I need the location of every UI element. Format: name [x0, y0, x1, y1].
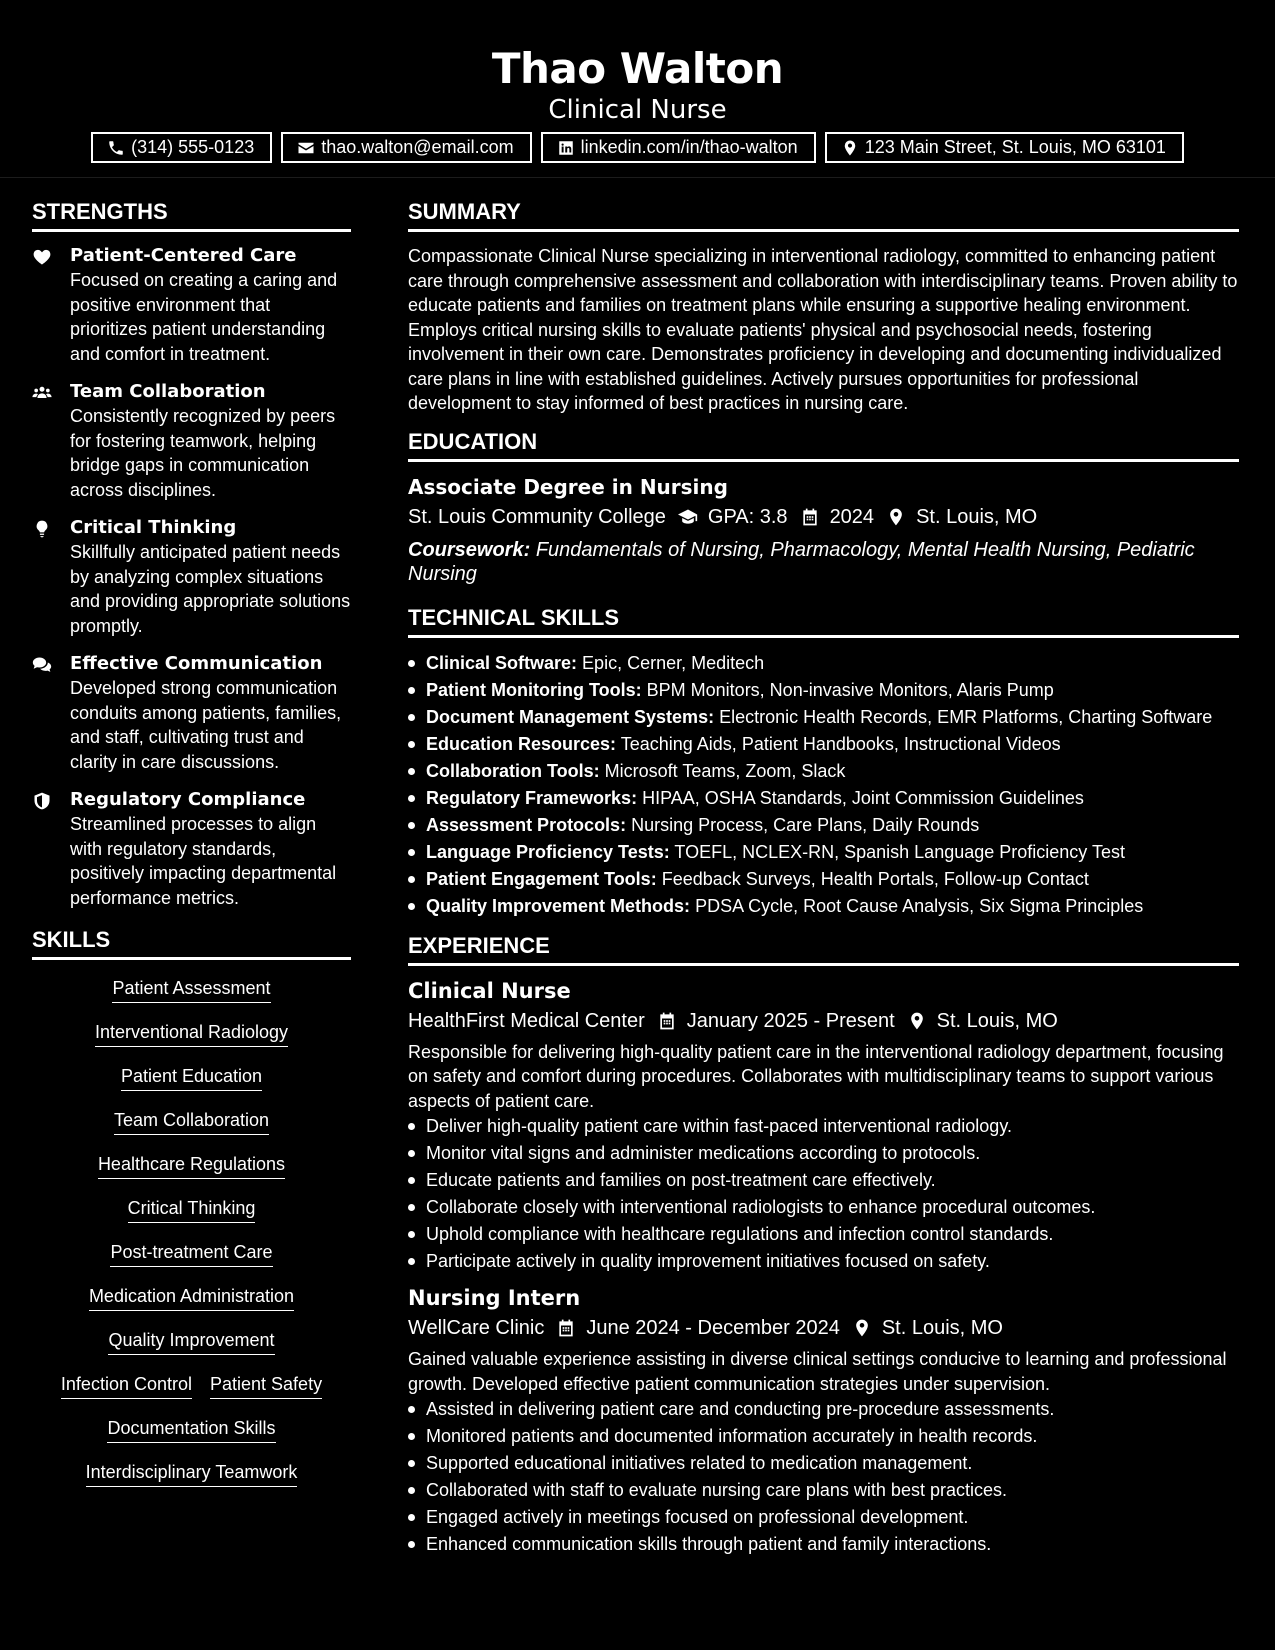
calendar-icon	[657, 1011, 677, 1031]
list-item: Collaborated with staff to evaluate nursing care plans with best practices.	[408, 1477, 1239, 1504]
strength-desc: Skillfully anticipated patient needs by analyzing complex situations and providing appropriate solutions promptly.	[70, 542, 351, 636]
skill-tag: Patient Safety	[210, 1372, 322, 1399]
coursework	[408, 538, 1239, 586]
gpa: GPA: 3.8	[707, 505, 788, 528]
technical-skills-section	[408, 604, 1239, 920]
experience-section	[408, 932, 1239, 1559]
map-pin-icon	[841, 139, 859, 157]
technical-skills-heading: TECHNICAL SKILLS	[408, 604, 1239, 638]
comments-icon	[32, 655, 52, 675]
contact-bar	[0, 132, 1275, 163]
job-summary: Responsible for delivering high-quality patient care in the interventional radiology department, focusing on safety and comfort during procedures. Collaborates with multidisciplinary teams to support various aspects of patient care.	[408, 1041, 1224, 1111]
skill-tag: Interdisciplinary Teamwork	[86, 1460, 298, 1487]
education-section	[408, 428, 1239, 586]
job-title: Clinical Nurse	[408, 978, 571, 1003]
job-dates: June 2024 - December 2024	[586, 1317, 840, 1339]
contact-linkedin[interactable]	[541, 132, 816, 163]
list-item: Engaged actively in meetings focused on professional development.	[408, 1504, 1239, 1531]
right-column	[408, 198, 1239, 1568]
strength-item	[32, 788, 351, 910]
skill-tag: Infection Control	[61, 1372, 192, 1399]
list-item: Education Resources: Teaching Aids, Patient Handbooks, Instructional Videos	[408, 731, 1239, 758]
list-item: Supported educational initiatives related to medication management.	[408, 1450, 1239, 1477]
job-entry	[408, 978, 1239, 1276]
list-item: Patient Engagement Tools: Feedback Surveys, Health Portals, Follow-up Contact	[408, 866, 1239, 893]
map-pin-icon	[852, 1318, 872, 1338]
list-item: Quality Improvement Methods: PDSA Cycle, Root Cause Analysis, Six Sigma Principles	[408, 893, 1239, 920]
job-title: Nursing Intern	[408, 1286, 581, 1310]
heart-icon	[32, 247, 52, 267]
skills-section	[32, 926, 351, 1504]
graduation-year: 2024	[829, 505, 875, 528]
list-item: Regulatory Frameworks: HIPAA, OSHA Standards, Joint Commission Guidelines	[408, 785, 1239, 812]
candidate-name: Thao Walton	[491, 44, 784, 93]
strength-name: Effective Communication	[70, 653, 323, 674]
strength-desc: Focused on creating a caring and positive environment that prioritizes patient understanding and comfort in treatment.	[70, 270, 338, 364]
summary-heading: SUMMARY	[408, 198, 1239, 232]
list-item: Monitor vital signs and administer medications according to protocols.	[408, 1140, 1239, 1167]
skill-tag: Post-treatment Care	[110, 1240, 272, 1267]
calendar-icon	[800, 507, 820, 527]
strength-name: Patient-Centered Care	[70, 245, 297, 266]
job-meta	[408, 1313, 1239, 1343]
contact-linkedin-text: linkedin.com/in/thao-walton	[580, 137, 798, 157]
skill-tag: Interventional Radiology	[95, 1020, 288, 1047]
skill-tag: Documentation Skills	[107, 1416, 275, 1443]
strength-item	[32, 516, 351, 638]
strengths-heading: STRENGTHS	[32, 198, 351, 232]
strength-desc: Consistently recognized by peers for fostering teamwork, helping bridge gaps in communication across disciplines.	[70, 406, 336, 500]
summary-section	[408, 198, 1239, 416]
list-item: Assessment Protocols: Nursing Process, Care Plans, Daily Rounds	[408, 812, 1239, 839]
experience-heading: EXPERIENCE	[408, 932, 1239, 966]
education-meta	[408, 502, 1239, 532]
strength-item	[32, 244, 351, 366]
candidate-title: Clinical Nurse	[548, 95, 727, 125]
skills-heading: SKILLS	[32, 926, 351, 960]
skill-tag: Medication Administration	[89, 1284, 294, 1311]
list-item: Collaborate closely with interventional radiologists to enhance procedural outcomes.	[408, 1194, 1239, 1221]
summary-text: Compassionate Clinical Nurse specializing in interventional radiology, committed to enhancing patient care through comprehensive assessment and collaboration with interdisciplinary teams. Proven ability to educate patients and families on treatment plans while ensuring a supportive healing environment. Employs critical nursing skills to evaluate patients' physical and psychosocial needs, fostering involvement in their own care. Demonstrates proficiency in developing and documenting individualized care plans in line with established guidelines. Actively pursues opportunities for professional development to stay informed of best practices in nursing care.	[408, 246, 1238, 413]
list-item: Assisted in delivering patient care and conducting pre-procedure assessments.	[408, 1396, 1239, 1423]
coursework-label: Coursework:	[408, 538, 531, 561]
job-bullets	[408, 1396, 1239, 1558]
job-meta	[408, 1006, 1239, 1036]
strength-desc: Developed strong communication conduits among patients, families, and staff, cultivating trust and clarity in care discussions.	[70, 678, 342, 772]
skill-tag: Critical Thinking	[128, 1196, 256, 1223]
list-item: Monitored patients and documented information accurately in health records.	[408, 1423, 1239, 1450]
strength-name: Critical Thinking	[70, 517, 237, 538]
skill-tag: Healthcare Regulations	[98, 1152, 285, 1179]
contact-address-text: 123 Main Street, St. Louis, MO 63101	[864, 137, 1166, 157]
contact-email[interactable]	[281, 132, 531, 163]
left-column	[32, 198, 351, 1504]
shield-icon	[32, 791, 52, 811]
list-item: Educate patients and families on post-treatment care effectively.	[408, 1167, 1239, 1194]
list-item: Collaboration Tools: Microsoft Teams, Zoom, Slack	[408, 758, 1239, 785]
job-bullets	[408, 1113, 1239, 1275]
resume-header	[0, 0, 1275, 178]
school-location: St. Louis, MO	[916, 505, 1038, 528]
skills-list	[32, 972, 351, 1504]
skill-tag: Quality Improvement	[108, 1328, 274, 1355]
technical-skills-list	[408, 650, 1239, 920]
strength-name: Team Collaboration	[70, 381, 266, 402]
contact-email-text: thao.walton@email.com	[321, 137, 514, 157]
job-location: St. Louis, MO	[881, 1317, 1003, 1339]
graduation-cap-icon	[678, 507, 698, 527]
calendar-icon	[556, 1318, 576, 1338]
coursework-text: Fundamentals of Nursing, Pharmacology, Mental Health Nursing, Pediatric Nursing	[408, 538, 1195, 585]
job-summary: Gained valuable experience assisting in diverse clinical settings conducive to learning and professional growth. Developed effective patient communication strategies under supervision.	[408, 1349, 1227, 1394]
list-item: Enhanced communication skills through patient and family interactions.	[408, 1531, 1239, 1558]
company-name: WellCare Clinic	[408, 1317, 545, 1339]
strength-name: Regulatory Compliance	[70, 789, 306, 810]
contact-address[interactable]	[825, 132, 1184, 163]
list-item: Clinical Software: Epic, Cerner, Meditech	[408, 650, 1239, 677]
strength-item	[32, 380, 351, 502]
education-heading: EDUCATION	[408, 428, 1239, 462]
strength-desc: Streamlined processes to align with regulatory standards, positively impacting departmental performance metrics.	[70, 814, 337, 908]
list-item: Document Management Systems: Electronic Health Records, EMR Platforms, Charting Software	[408, 704, 1239, 731]
skill-tag: Team Collaboration	[114, 1108, 269, 1135]
job-dates: January 2025 - Present	[686, 1009, 895, 1032]
degree-title: Associate Degree in Nursing	[408, 474, 728, 499]
envelope-icon	[297, 139, 315, 157]
job-location: St. Louis, MO	[936, 1009, 1058, 1032]
skill-tag: Patient Education	[121, 1064, 262, 1091]
list-item: Deliver high-quality patient care within fast-paced interventional radiology.	[408, 1113, 1239, 1140]
list-item: Language Proficiency Tests: TOEFL, NCLEX-RN, Spanish Language Proficiency Test	[408, 839, 1239, 866]
strength-item	[32, 652, 351, 774]
company-name: HealthFirst Medical Center	[408, 1009, 645, 1032]
list-item: Patient Monitoring Tools: BPM Monitors, Non-invasive Monitors, Alaris Pump	[408, 677, 1239, 704]
map-pin-icon	[886, 507, 906, 527]
school-name: St. Louis Community College	[408, 505, 666, 528]
contact-phone[interactable]	[91, 132, 272, 163]
skill-tag: Patient Assessment	[112, 976, 270, 1003]
phone-icon	[107, 139, 125, 157]
contact-phone-text: (314) 555-0123	[131, 137, 255, 157]
list-item: Participate actively in quality improvement initiatives focused on safety.	[408, 1248, 1239, 1275]
list-item: Uphold compliance with healthcare regulations and infection control standards.	[408, 1221, 1239, 1248]
job-entry	[408, 1285, 1239, 1558]
users-icon	[32, 383, 52, 403]
lightbulb-icon	[32, 519, 52, 539]
map-pin-icon	[907, 1011, 927, 1031]
linkedin-icon	[557, 139, 575, 157]
